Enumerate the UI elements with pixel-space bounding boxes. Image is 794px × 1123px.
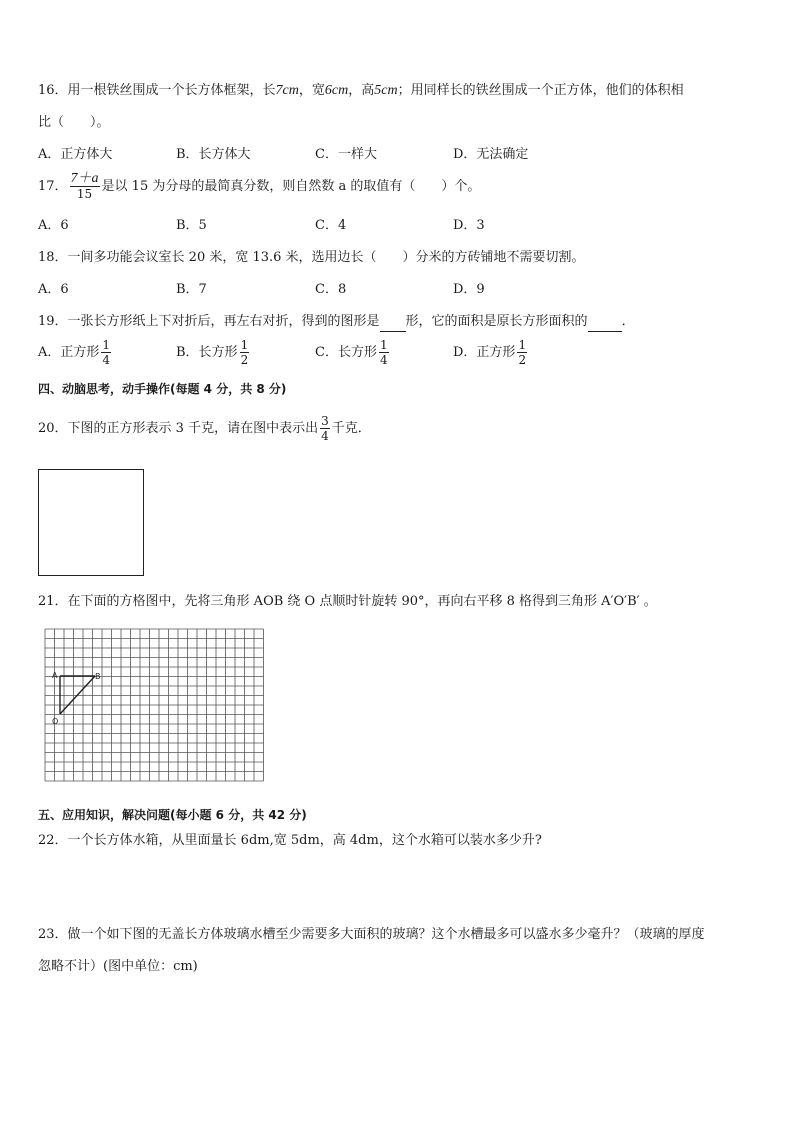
q19-option-fraction — [240, 338, 250, 367]
q20-fraction-denominator: 4 — [321, 429, 329, 443]
q16-width: 6 — [324, 83, 332, 98]
label-a: A — [52, 671, 58, 680]
q16-text-b: ，宽 — [298, 83, 325, 98]
q19-option-fraction — [379, 338, 389, 367]
q16-text-a: 16．用一根铁丝围成一个长方体框架，长 — [38, 83, 276, 98]
grid-lines — [45, 629, 264, 781]
q19-option-b — [176, 338, 251, 367]
q16-option-d: D．无法确定 — [453, 147, 529, 162]
q16-text-c: ，高 — [348, 83, 375, 98]
q20-text-b: 千克． — [331, 421, 371, 436]
q19-text-c: ． — [621, 314, 635, 329]
section-4-heading: 四、动脑思考，动手操作(每题 4 分，共 8 分) — [38, 382, 287, 396]
q19-option-label: C．长方形 — [315, 345, 377, 360]
q16-line1 — [38, 82, 684, 100]
q16-height: 5 — [374, 83, 382, 98]
q16-line2: 比（ ）。 — [38, 115, 110, 130]
q19-option-label: A．正方形 — [38, 345, 100, 360]
q20-square-figure — [38, 469, 144, 576]
q16-text-d: ；用同样长的铁丝围成一个正方体，他们的体积相 — [397, 83, 684, 98]
q16-option-b: B．长方体大 — [176, 147, 251, 162]
q17-fraction-numerator: 7＋a — [70, 171, 99, 186]
q18-option-d: D．9 — [453, 282, 485, 297]
fraction-denominator: 2 — [240, 353, 249, 367]
label-b: B — [95, 672, 101, 681]
q16-length: 7 — [275, 83, 283, 98]
q17-fraction-denominator: 15 — [76, 187, 93, 201]
q17-option-a: A．6 — [38, 218, 69, 233]
q23-line2: 忽略不计）(图中单位：cm) — [38, 959, 198, 974]
q23-line1: 23．做一个如下图的无盖长方体玻璃水槽至少需要多大面积的玻璃？这个水槽最多可以盛水多少毫升？（玻璃的厚度 — [38, 927, 705, 942]
q19-option-label: D．正方形 — [453, 345, 516, 360]
q16-unit: cm — [331, 83, 349, 98]
q19-line — [38, 313, 635, 332]
q17-option-c: C．4 — [315, 218, 347, 233]
q20-line — [38, 414, 371, 443]
q21-grid-figure — [40, 626, 272, 790]
q17-line — [38, 172, 480, 201]
q18-option-c: C．8 — [315, 282, 347, 297]
fraction-numerator: 1 — [240, 338, 249, 352]
fraction-denominator: 4 — [102, 353, 111, 367]
q19-option-c — [315, 338, 391, 367]
q19-blank-area — [588, 313, 622, 332]
q19-option-a — [38, 338, 113, 367]
q19-option-fraction — [517, 338, 527, 367]
q18-line: 18．一间多功能会议室长 20 米，宽 13.6 米，选用边长（ ）分米的方砖铺地不需要切割。 — [38, 250, 585, 265]
q18-option-a: A．6 — [38, 282, 69, 297]
triangle-aob — [60, 676, 95, 714]
fraction-numerator: 1 — [518, 338, 527, 352]
q21-line: 21．在下面的方格图中，先将三角形 AOB 绕 O 点顺时针旋转 90°，再向右平移 8 格得到三角形 A′O′B′ 。 — [38, 594, 657, 609]
q16-unit: cm — [282, 83, 299, 98]
q17-text: 是以 15 为分母的最简真分数，则自然数 a 的取值有（ ）个。 — [101, 179, 481, 194]
q19-option-d — [453, 338, 529, 367]
q19-text-b: 形，它的面积是原长方形面积的 — [405, 314, 588, 329]
q20-fraction — [320, 414, 330, 443]
q22-line: 22．一个长方体水箱，从里面量长 6dm,宽 5dm，高 4dm，这个水箱可以装水多少升? — [38, 833, 542, 848]
segment-ob — [60, 676, 95, 714]
fraction-numerator: 1 — [379, 338, 388, 352]
q17-option-b: B．5 — [176, 218, 207, 233]
q16-option-c: C．一样大 — [315, 147, 377, 162]
q19-option-fraction — [101, 338, 111, 367]
q20-text-a: 20．下图的正方形表示 3 千克，请在图中表示出 — [38, 421, 319, 436]
q16-option-a: A．正方体大 — [38, 147, 113, 162]
fraction-numerator: 1 — [102, 338, 111, 352]
q17-option-d: D．3 — [453, 218, 485, 233]
q19-option-label: B．长方形 — [176, 345, 238, 360]
q18-option-b: B．7 — [176, 282, 207, 297]
q20-fraction-numerator: 3 — [321, 414, 329, 428]
section-5-heading: 五、应用知识，解决问题(每小题 6 分，共 42 分) — [38, 808, 307, 822]
q19-blank-shape — [380, 313, 406, 332]
fraction-denominator: 2 — [518, 353, 527, 367]
fraction-denominator: 4 — [379, 353, 388, 367]
q19-text-a: 19．一张长方形纸上下对折后，再左右对折，得到的图形是 — [38, 314, 380, 329]
label-o: O — [52, 717, 59, 726]
q16-unit: cm — [381, 83, 398, 98]
q17-fraction — [70, 172, 100, 201]
q17-number: 17． — [38, 179, 68, 194]
